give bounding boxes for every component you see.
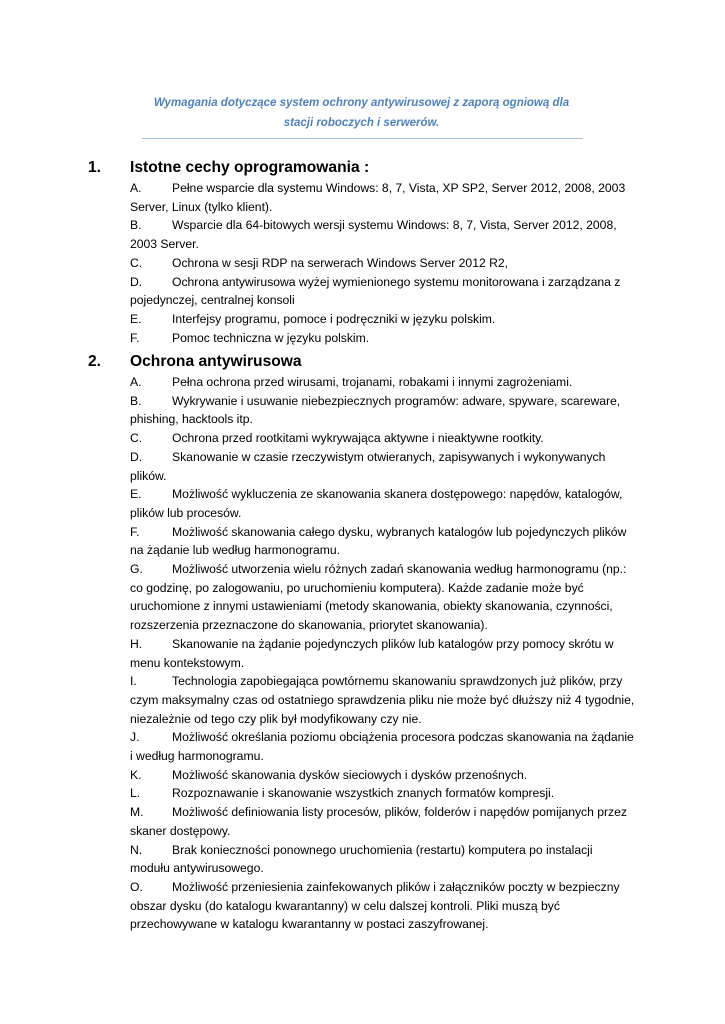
- list-item: [130, 448, 635, 485]
- section-items: [130, 373, 635, 934]
- list-item: [130, 523, 635, 560]
- item-letter: C.: [130, 255, 143, 270]
- document-title-line-1: Wymagania dotyczące system ochrony antywirusowej z zaporą ogniową dla: [153, 97, 570, 109]
- item-text: Brak konieczności ponownego uruchomienia (restartu) komputera po instalacji modułu antywirusowego.: [130, 842, 593, 876]
- item-letter: I.: [130, 674, 137, 689]
- list-item: [130, 878, 635, 934]
- list-item: [130, 429, 635, 448]
- list-item: [130, 635, 635, 672]
- item-letter: C.: [130, 431, 143, 446]
- item-letter: L.: [130, 786, 141, 801]
- section-1: [88, 157, 648, 347]
- item-letter: D.: [130, 274, 143, 289]
- item-letter: B.: [130, 218, 142, 233]
- item-text: Możliwość przeniesienia zainfekowanych plików i załączników poczty w bezpieczny obszar dysku (do katalogu kwarantanny) w celu dalszej kontroli. Pliki muszą być przechowywane w katalogu kwarantanny w postaci zaszyfrowanej.: [130, 879, 620, 932]
- list-item: [130, 485, 635, 522]
- item-letter: D.: [130, 449, 143, 464]
- list-item: [130, 329, 635, 348]
- item-text: Ochrona antywirusowa wyżej wymienionego systemu monitorowana i zarządzana z pojedynczej, centralnej konsoli: [130, 274, 621, 308]
- item-letter: F.: [130, 330, 140, 345]
- list-item: [130, 784, 635, 803]
- item-text: Możliwość definiowania listy procesów, plików, folderów i napędów pomijanych przez skaner dostępowy.: [130, 805, 627, 838]
- item-letter: H.: [130, 636, 143, 651]
- item-letter: A.: [130, 181, 142, 195]
- list-item: [130, 373, 635, 392]
- item-letter: G.: [130, 562, 143, 577]
- item-letter: E.: [130, 487, 142, 502]
- list-item: [130, 672, 635, 728]
- section-items: [130, 179, 635, 347]
- section-number: 2.: [88, 353, 102, 370]
- list-item: [130, 841, 635, 878]
- item-text: Skanowanie na żądanie pojedynczych plików lub katalogów przy pomocy skrótu w menu kontekstowym.: [130, 636, 614, 670]
- list-item: [130, 560, 635, 635]
- item-text: Możliwość wykluczenia ze skanowania skanera dostępowego: napędów, katalogów, plików lub procesów.: [130, 487, 623, 520]
- item-text: Interfejsy programu, pomoce i podręczniki w języku polskim.: [172, 311, 496, 326]
- item-text: Rozpoznawanie i skanowanie wszystkich znanych formatów kompresji.: [172, 786, 555, 801]
- item-text: Możliwość utworzenia wielu różnych zadań skanowania według harmonogramu (np.: co godzinę, po zalogowaniu, po uruchomieniu komputera). Każde zadanie może być uruchomione z innymi ustawieniami (metody skanowania, obiekty skanowania, czynności, rozszerzenia przeznaczone do skanowania, priorytet skanowania).: [130, 562, 627, 633]
- item-text: Technologia zapobiegająca powtórnemu skanowaniu sprawdzonych już plików, przy czym maksymalny czas od ostatniego sprawdzenia pliku nie może być dłuższy niż 4 tygodnie, niezależnie od tego czy plik był modyfikowany czy nie.: [130, 674, 635, 726]
- item-text: Pełne wsparcie dla systemu Windows: 8, 7, Vista, XP SP2, Server 2012, 2008, 2003 Server, Linux (tylko klient).: [130, 181, 626, 214]
- list-item: [130, 310, 635, 329]
- item-letter: F.: [130, 524, 140, 539]
- item-letter: O.: [130, 879, 143, 894]
- list-item: [130, 273, 635, 310]
- section-heading: [88, 351, 648, 373]
- item-letter: B.: [130, 393, 142, 408]
- section-heading: [88, 157, 648, 179]
- item-letter: K.: [130, 767, 142, 782]
- list-item: [130, 179, 635, 216]
- item-text: Wsparcie dla 64-bitowych wersji systemu Windows: 8, 7, Vista, Server 2012, 2008, 2003 Server.: [130, 218, 617, 252]
- section-title: Istotne cechy oprogramowania :: [130, 159, 370, 176]
- item-letter: A.: [130, 375, 142, 389]
- item-letter: N.: [130, 842, 143, 857]
- section-number: 1.: [88, 159, 102, 176]
- item-letter: J.: [130, 730, 140, 745]
- list-item: [130, 803, 635, 840]
- item-text: Ochrona w sesji RDP na serwerach Windows Server 2012 R2,: [172, 255, 508, 270]
- list-item: [130, 766, 635, 785]
- item-letter: M.: [130, 805, 144, 820]
- document-title-line-2: stacji roboczych i serwerów.: [283, 117, 440, 129]
- item-text: Ochrona przed rootkitami wykrywająca aktywne i nieaktywne rootkity.: [172, 431, 544, 446]
- item-text: Pomoc techniczna w języku polskim.: [172, 330, 370, 345]
- list-item: [130, 216, 635, 253]
- list-item: [130, 254, 635, 273]
- title-divider: [142, 138, 583, 139]
- item-text: Wykrywanie i usuwanie niebezpiecznych programów: adware, spyware, scareware, phishing, hacktools itp.: [130, 393, 621, 427]
- section-2: [88, 351, 648, 934]
- section-title: Ochrona antywirusowa: [130, 353, 302, 370]
- list-item: [130, 392, 635, 429]
- item-text: Możliwość określania poziomu obciążenia procesora podczas skanowania na żądanie i według harmonogramu.: [130, 730, 634, 764]
- list-item: [130, 728, 635, 765]
- item-letter: E.: [130, 311, 142, 326]
- item-text: Możliwość skanowania całego dysku, wybranych katalogów lub pojedynczych plików na żądanie lub według harmonogramu.: [130, 524, 627, 558]
- item-text: Skanowanie w czasie rzeczywistym otwieranych, zapisywanych i wykonywanych plików.: [130, 449, 606, 483]
- document-title: [140, 93, 583, 133]
- item-text: Możliwość skanowania dysków sieciowych i dysków przenośnych.: [172, 767, 528, 782]
- item-text: Pełna ochrona przed wirusami, trojanami, robakami i innymi zagrożeniami.: [172, 375, 573, 389]
